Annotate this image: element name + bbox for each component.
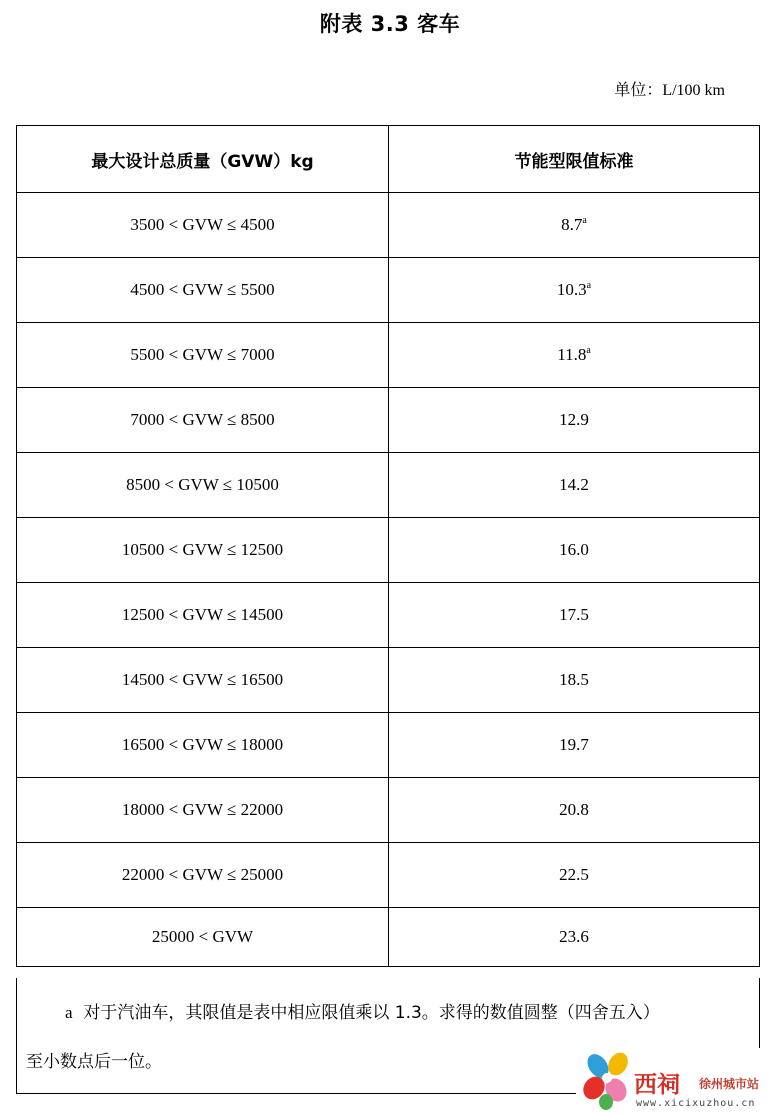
- table-body: [17, 193, 760, 967]
- limit-value-cell: [389, 648, 760, 713]
- unit-value: L/100 km: [662, 82, 725, 99]
- limit-value-cell: [389, 193, 760, 258]
- limit-value: 19.7: [559, 735, 589, 754]
- limit-value-cell: [389, 258, 760, 323]
- watermark-logo: [576, 1048, 780, 1114]
- limit-value-cell: [389, 778, 760, 843]
- limit-value-cell: [389, 453, 760, 518]
- limit-value-cell: [389, 908, 760, 967]
- gvw-range-cell: 10500 < GVW ≤ 12500: [17, 518, 389, 583]
- watermark-tagline: 徐州城市站: [699, 1077, 760, 1091]
- limit-value: 12.9: [559, 410, 589, 429]
- data-table: [16, 125, 760, 967]
- footnote-line-2: 至小数点后一位。: [26, 1052, 162, 1072]
- table-row: [17, 453, 760, 518]
- flower-logo-icon: [580, 1050, 636, 1112]
- limit-note-mark: a: [586, 345, 591, 356]
- footnote-text-1: 对于汽油车，其限值是表中相应限值乘以 1.3。求得的数值圆整（四舍五入）: [83, 1003, 660, 1023]
- limit-value: 23.6: [559, 927, 589, 946]
- table-row: [17, 713, 760, 778]
- gvw-range-cell: 22000 < GVW ≤ 25000: [17, 843, 389, 908]
- table-row: [17, 648, 760, 713]
- limit-value: 20.8: [559, 800, 589, 819]
- gvw-range-cell: 7000 < GVW ≤ 8500: [17, 388, 389, 453]
- limit-note-mark: a: [586, 280, 592, 291]
- limit-value: 8.7: [561, 215, 583, 234]
- limit-note-mark: a: [582, 215, 587, 226]
- watermark-brand: 西祠: [634, 1072, 680, 1098]
- table-row: [17, 778, 760, 843]
- gvw-range-cell: 16500 < GVW ≤ 18000: [17, 713, 389, 778]
- gvw-range-cell: 5500 < GVW ≤ 7000: [17, 323, 389, 388]
- limit-value-cell: [389, 388, 760, 453]
- footnote-mark: a: [65, 1003, 73, 1022]
- watermark-url: www.xicixuzhou.cn: [636, 1098, 756, 1109]
- table-row: [17, 583, 760, 648]
- limit-value-cell: [389, 713, 760, 778]
- table-row: [17, 908, 760, 967]
- gvw-range-cell: 3500 < GVW ≤ 4500: [17, 193, 389, 258]
- header-limit: 节能型限值标准: [389, 126, 760, 193]
- header-gvw: 最大设计总质量（GVW）kg: [17, 126, 389, 193]
- limit-value: 11.8: [557, 345, 587, 364]
- limit-value-cell: [389, 583, 760, 648]
- limit-value: 14.2: [559, 475, 589, 494]
- limit-value: 16.0: [559, 540, 589, 559]
- gvw-range-cell: 4500 < GVW ≤ 5500: [17, 258, 389, 323]
- table-row: [17, 193, 760, 258]
- limit-value: 22.5: [559, 865, 589, 884]
- page-title: 附表 3.3 客车: [319, 12, 461, 36]
- gvw-range-cell: 18000 < GVW ≤ 22000: [17, 778, 389, 843]
- limit-value: 18.5: [559, 670, 589, 689]
- gvw-range-cell: 12500 < GVW ≤ 14500: [17, 583, 389, 648]
- limit-value: 17.5: [559, 605, 589, 624]
- limit-value-cell: [389, 843, 760, 908]
- footnote-line-1: [65, 985, 660, 1041]
- table-row: [17, 388, 760, 453]
- unit-prefix: 单位：: [614, 80, 663, 99]
- limit-value: 10.3: [556, 280, 587, 299]
- table-row: [17, 323, 760, 388]
- limit-value-cell: [389, 323, 760, 388]
- table-row: [17, 258, 760, 323]
- gvw-range-cell: 25000 < GVW: [17, 908, 389, 967]
- limit-value-cell: [389, 518, 760, 583]
- table-row: [17, 843, 760, 908]
- header-row: [17, 126, 760, 193]
- gvw-range-cell: 14500 < GVW ≤ 16500: [17, 648, 389, 713]
- unit-label: [614, 77, 725, 100]
- table-row: [17, 518, 760, 583]
- gvw-range-cell: 8500 < GVW ≤ 10500: [17, 453, 389, 518]
